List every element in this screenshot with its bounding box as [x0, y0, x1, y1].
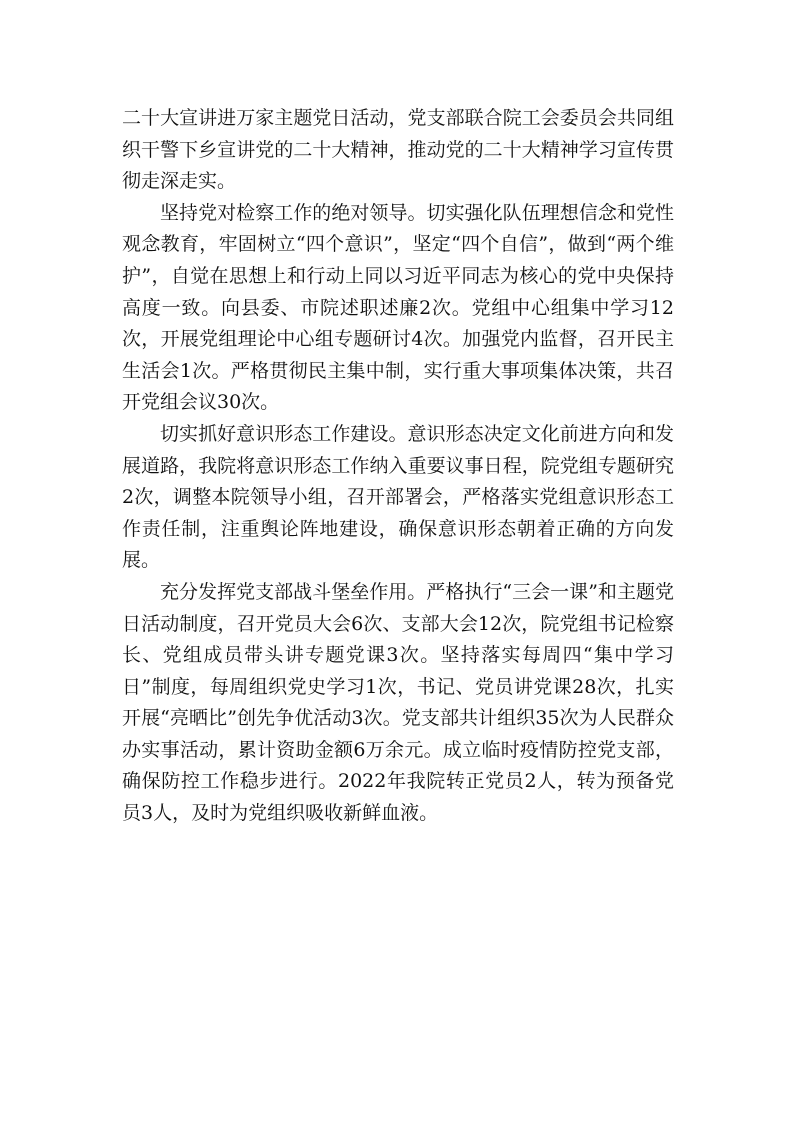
paragraph-continuation: 二十大宣讲进万家主题党日活动，党支部联合院工会委员会共同组织干警下乡宣讲党的二十大精神，推动党的二十大精神学习宣传贯彻走深走实。 — [122, 107, 674, 193]
paragraph-party-branch: 充分发挥党支部战斗堡垒作用。严格执行“三会一课”和主题党日活动制度，召开党员大会6次、支部大会12次，院党组书记检察长、党组成员带头讲专题党课3次。坚持落实每周四“集中学习日”制度，每周组织党史学习1次，书记、党员讲党课28次，扎实开展“亮晒比”创先争优活动3次。党支部共计组织35次为人民群众办实事活动，累计资助金额6万余元。成立临时疫情防控党支部，确保防控工作稳步进行。2022年我院转正党员2人，转为预备党员3人，及时为党组织吸收新鲜血液。 — [122, 580, 674, 825]
document-body — [122, 103, 674, 830]
paragraph-ideology-work: 切实抓好意识形态工作建设。意识形态决定文化前进方向和发展道路，我院将意识形态工作纳入重要议事日程，院党组专题研究2次，调整本院领导小组，召开部署会，严格落实党组意识形态工作责任制，注重舆论阵地建设，确保意识形态朝着正确的方向发展。 — [122, 422, 674, 572]
paragraph-party-leadership: 坚持党对检察工作的绝对领导。切实强化队伍理想信念和党性观念教育，牢固树立“四个意识”，坚定“四个自信”，做到“两个维护”，自觉在思想上和行动上同以习近平同志为核心的党中央保持高度一致。向县委、市院述职述廉2次。党组中心组集中学习12次，开展党组理论中心组专题研讨4次。加强党内监督，召开民主生活会1次。严格贯彻民主集中制，实行重大事项集体决策，共召开党组会议30次。 — [122, 201, 674, 414]
